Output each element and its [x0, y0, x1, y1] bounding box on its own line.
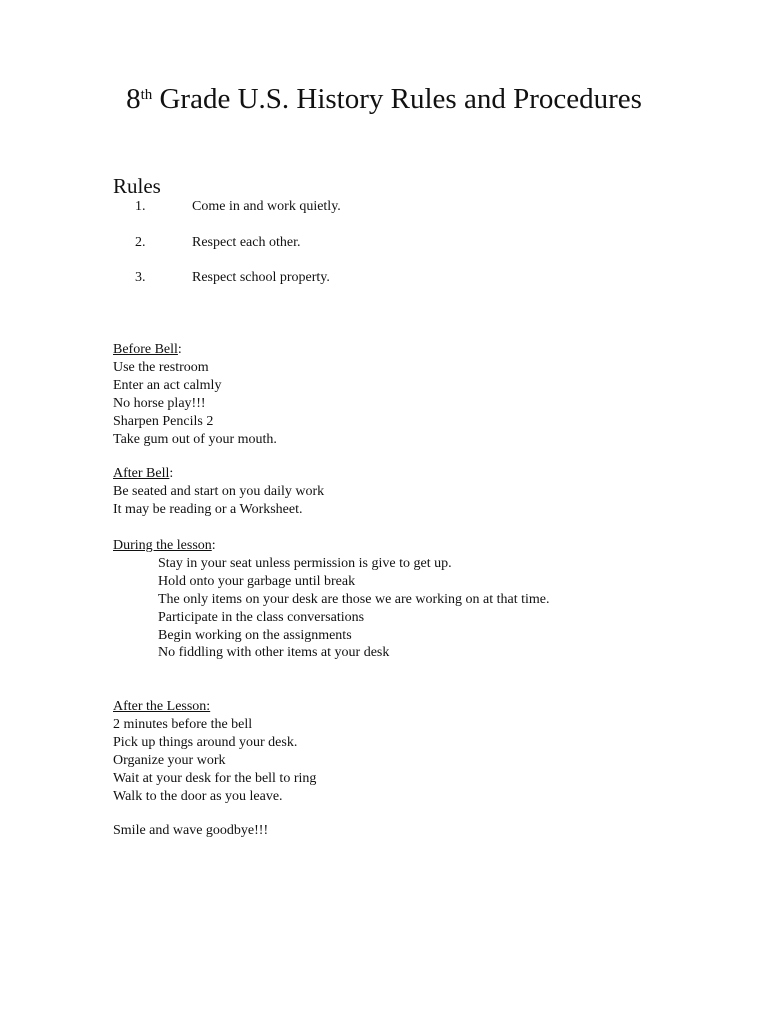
- rule-text: Come in and work quietly.: [192, 199, 341, 214]
- during-lesson-section: [113, 537, 550, 662]
- after-bell-section: [113, 465, 324, 519]
- list-item: Take gum out of your mouth.: [113, 431, 277, 447]
- list-item: No horse play!!!: [113, 395, 206, 411]
- list-item: Hold onto your garbage until break: [158, 573, 356, 589]
- list-item: [113, 234, 513, 270]
- list-item: Wait at your desk for the bell to ring: [113, 770, 317, 786]
- section-heading: During the lesson: [113, 538, 212, 553]
- rule-text: Respect each other.: [192, 234, 301, 250]
- heading-colon: :: [177, 342, 182, 357]
- before-bell-section: [113, 341, 277, 448]
- rule-number: 3.: [135, 270, 146, 285]
- section-heading: After Bell: [113, 466, 170, 481]
- list-item: Participate in the class conversations: [158, 609, 365, 625]
- section-heading: Before Bell: [113, 342, 178, 357]
- list-item: Begin working on the assignments: [158, 627, 352, 643]
- after-lesson-section: [113, 698, 316, 805]
- closing-line: Smile and wave goodbye!!!: [113, 823, 269, 838]
- list-item: Use the restroom: [113, 359, 209, 375]
- list-item: Be seated and start on you daily work: [113, 483, 325, 499]
- list-item: Enter an act calmly: [113, 377, 222, 393]
- page-title: [0, 80, 768, 118]
- list-item: Pick up things around your desk.: [113, 734, 298, 750]
- section-heading: After the Lesson:: [113, 699, 211, 714]
- rules-list: [113, 198, 513, 305]
- indented-list: [113, 555, 550, 662]
- list-item: It may be reading or a Worksheet.: [113, 501, 303, 517]
- list-item: No fiddling with other items at your desk: [158, 645, 390, 661]
- title-grade-number: 8: [126, 83, 141, 115]
- heading-colon: :: [169, 466, 174, 481]
- list-item: Organize your work: [113, 752, 226, 768]
- list-item: Walk to the door as you leave.: [113, 788, 283, 804]
- rule-text: Respect school property.: [192, 270, 330, 285]
- title-text: Grade U.S. History Rules and Procedures: [152, 83, 642, 115]
- list-item: [113, 198, 513, 234]
- list-item: Sharpen Pencils 2: [113, 413, 214, 429]
- heading-colon: :: [211, 538, 216, 553]
- rule-number: 2.: [135, 234, 146, 250]
- list-item: Stay in your seat unless permission is give to get up.: [158, 555, 452, 571]
- rules-heading: Rules: [113, 174, 161, 198]
- list-item: [113, 269, 513, 305]
- title-superscript: th: [140, 87, 153, 103]
- list-item: 2 minutes before the bell: [113, 716, 253, 732]
- list-item: The only items on your desk are those we are working on at that time.: [158, 591, 550, 607]
- rule-number: 1.: [135, 199, 146, 214]
